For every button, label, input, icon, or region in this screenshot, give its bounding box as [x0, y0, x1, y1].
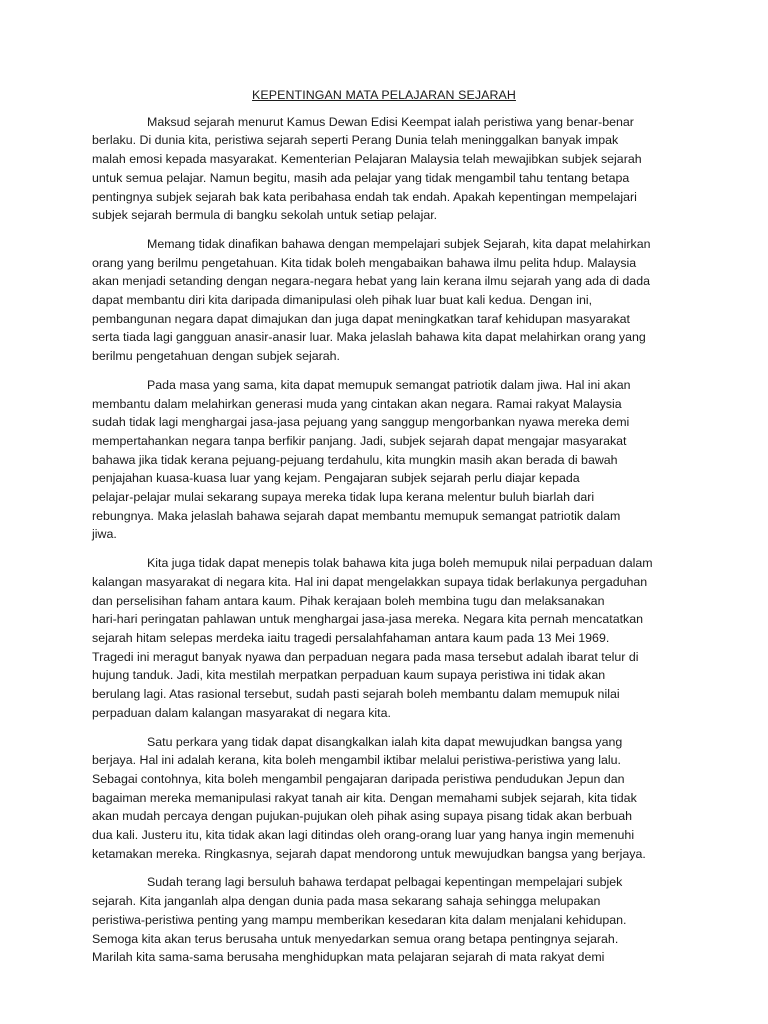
paragraph-line: Kita juga tidak dapat menepis tolak bahawa kita juga boleh memupuk nilai perpaduan dalam [147, 556, 653, 571]
paragraph-line: Maksud sejarah menurut Kamus Dewan Edisi Keempat ialah peristiwa yang benar-benar [147, 114, 634, 129]
paragraph [92, 554, 676, 722]
paragraph-line: Satu perkara yang tidak dapat disangkalkan ialah kita dapat mewujudkan bangsa yang [147, 734, 623, 749]
paragraph-line: perpaduan dalam kalangan masyarakat di negara kita. [92, 705, 391, 720]
paragraph-line: akan menjadi setanding dengan negara-negara hebat yang lain kerana ilmu sejarah yang ada di dada [92, 274, 650, 289]
paragraph [92, 113, 676, 225]
paragraph-line: hari-hari peringatan pahlawan untuk menghargai jasa-jasa mereka. Negara kita pernah mencatatkan [92, 612, 644, 627]
paragraph-line: bagaiman mereka memanipulasi rakyat tanah air kita. Dengan memahami subjek sejarah, kita tidak [92, 790, 637, 805]
paragraph-line: peristiwa-peristiwa penting yang mampu memberikan kesedaran kita dalam menjalani kehidupan. [92, 912, 627, 927]
paragraph-line: orang yang berilmu pengetahuan. Kita tidak boleh mengabaikan bahawa ilmu pelita hdup. Malaysia [92, 255, 637, 270]
paragraph-line: Semoga kita akan terus berusaha untuk menyedarkan semua orang betapa pentingnya sejarah. [92, 931, 619, 946]
paragraph-line: membantu dalam melahirkan generasi muda yang cintakan akan negara. Ramai rakyat Malaysia [92, 396, 622, 411]
paragraph-line: Memang tidak dinafikan bahawa dengan mempelajari subjek Sejarah, kita dapat melahirkan [147, 236, 651, 251]
paragraph-line: penjajahan kuasa-kuasa luar yang kejam. Pengajaran subjek sejarah perlu diajar kepada [92, 471, 580, 486]
paragraph-line: berilmu pengetahuan dengan subjek sejarah. [92, 349, 340, 364]
paragraph-line: dapat membantu diri kita daripada dimanipulasi oleh pihak luar buat kali kedua. Dengan ini, [92, 293, 593, 308]
paragraph-line: Sudah terang lagi bersuluh bahawa terdapat pelbagai kepentingan mempelajari subjek [147, 875, 623, 890]
paragraph-line: dua kali. Justeru itu, kita tidak akan lagi ditindas oleh orang-orang luar yang hanya ingin memenuhi [92, 828, 635, 843]
paragraph-line: malah emosi kepada masyarakat. Kementerian Pelajaran Malaysia telah mewajibkan subjek sejarah [92, 152, 642, 167]
paragraph-line: kalangan masyarakat di negara kita. Hal ini dapat mengelakkan supaya tidak berlakunya pergaduhan [92, 574, 648, 589]
paragraph-line: pembangunan negara dapat dimajukan dan juga dapat meningkatkan taraf kehidupan masyarakat [92, 311, 630, 326]
document-body [92, 113, 676, 967]
paragraph-line: Tragedi ini meragut banyak nyawa dan perpaduan negara pada masa tersebut adalah ibarat telur di [92, 649, 639, 664]
paragraph-line: berulang lagi. Atas rasional tersebut, sudah pasti sejarah boleh membantu dalam memupuk nilai [92, 687, 620, 702]
paragraph-line: pelajar-pelajar mulai sekarang supaya mereka tidak lupa kerana melentur buluh biarlah dari [92, 490, 595, 505]
paragraph-line: berjaya. Hal ini adalah kerana, kita boleh mengambil iktibar melalui peristiwa-peristiwa yang lalu. [92, 753, 621, 768]
paragraph-line: jiwa. [92, 527, 117, 542]
paragraph-line: hujung tanduk. Jadi, kita mestilah merpatkan perpaduan kaum supaya peristiwa ini tidak akan [92, 668, 606, 683]
paragraph-line: sudah tidak lagi menghargai jasa-jasa pejuang yang sanggup mengorbankan nyawa mereka demi [92, 415, 630, 430]
paragraph-line: Sebagai contohnya, kita boleh mengambil pengajaran daripada peristiwa pendudukan Jepun dan [92, 771, 625, 786]
paragraph-line: sejarah. Kita janganlah alpa dengan dunia pada masa sekarang sahaja sehingga melupakan [92, 894, 601, 909]
paragraph [92, 235, 676, 366]
paragraph-line: mempertahankan negara tanpa berfikir panjang. Jadi, subjek sejarah dapat mengajar masyarakat [92, 433, 627, 448]
paragraph-line: untuk semua pelajar. Namun begitu, masih ada pelajar yang tidak mengambil tahu tentang betapa [92, 170, 630, 185]
paragraph-line: Marilah kita sama-sama berusaha menghidupkan mata pelajaran sejarah di mata rakyat demi [92, 950, 605, 965]
document-title: KEPENTINGAN MATA PELAJARAN SEJARAH [252, 88, 516, 102]
paragraph-line: subjek sejarah bermula di bangku sekolah untuk setiap pelajar. [92, 208, 438, 223]
paragraph-line: dan perselisihan faham antara kaum. Pihak kerajaan boleh membina tugu dan melaksanakan [92, 593, 605, 608]
paragraph-line: akan mudah percaya dengan pujukan-pujukan oleh pihak asing supaya pisang tidak akan berbuah [92, 809, 633, 824]
paragraph [92, 376, 676, 544]
paragraph-line: pentingnya subjek sejarah bak kata peribahasa endah tak endah. Apakah kepentingan mempelajari [92, 189, 637, 204]
paragraph-line: Pada masa yang sama, kita dapat memupuk semangat patriotik dalam jiwa. Hal ini akan [147, 377, 631, 392]
document-page [92, 86, 676, 977]
paragraph-line: serta tiada lagi gangguan anasir-anasir luar. Maka jelaslah bahawa kita dapat melahirkan orang yang [92, 330, 646, 345]
paragraph [92, 873, 676, 967]
paragraph-line: rebungnya. Maka jelaslah bahawa sejarah dapat membantu memupuk semangat patriotik dalam [92, 508, 621, 523]
paragraph-line: bahawa jika tidak kerana pejuang-pejuang terdahulu, kita mungkin masih akan berada di bawah [92, 452, 618, 467]
paragraph [92, 733, 676, 864]
paragraph-line: sejarah hitam selepas merdeka iaitu tragedi persalahfahaman antara kaum pada 13 Mei 1969. [92, 630, 610, 645]
paragraph-line: berlaku. Di dunia kita, peristiwa sejarah seperti Perang Dunia telah meninggalkan banyak impak [92, 133, 619, 148]
paragraph-line: ketamakan mereka. Ringkasnya, sejarah dapat mendorong untuk mewujudkan bangsa yang berjaya. [92, 846, 646, 861]
